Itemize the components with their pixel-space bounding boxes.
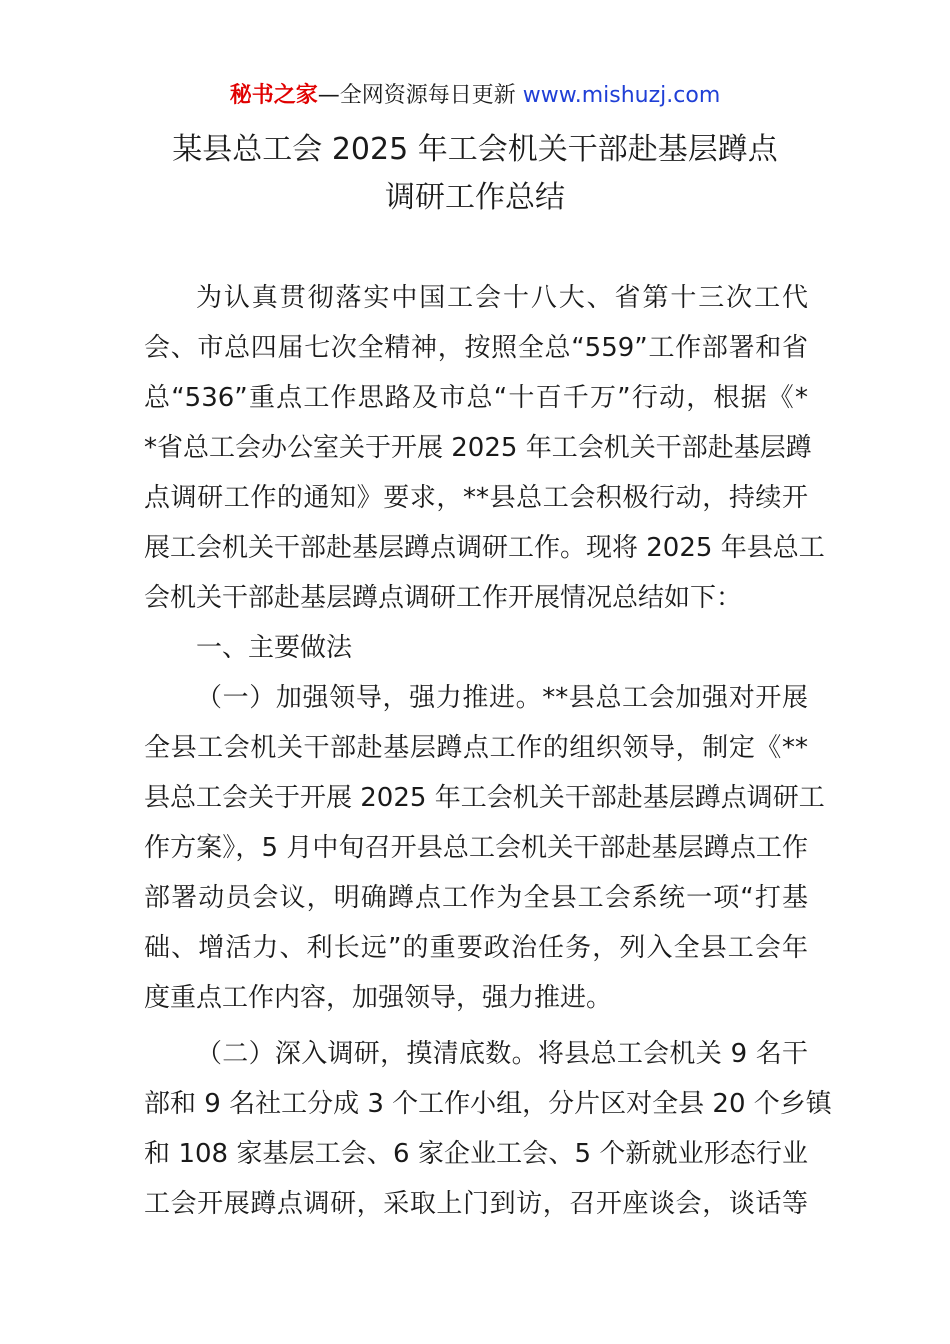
- document-body: [144, 273, 832, 1229]
- site-brand: 秘书之家: [229, 83, 318, 108]
- title-line-1: 某县总工会 2025 年工会机关干部赴基层蹲点: [172, 132, 778, 167]
- text-line: 部署动员会议，明确蹲点工作为全县工会系统一项“打基: [144, 883, 808, 913]
- text-line: 展工会机关干部赴基层蹲点调研工作。现将 2025 年县总工: [144, 533, 825, 563]
- site-header: [0, 80, 950, 112]
- text-line: 会、市总四届七次全精神，按照全总“559”工作部署和省: [144, 333, 808, 363]
- item-2-paragraph: [144, 1029, 832, 1229]
- title-line-2: 调研工作总结: [385, 180, 565, 215]
- text-line: （二）深入调研，摸清底数。将县总工会机关 9 名干: [196, 1039, 808, 1069]
- text-line: 础、增活力、利长远”的重要政治任务，列入全县工会年: [144, 933, 808, 963]
- text-line: 为认真贯彻落实中国工会十八大、省第十三次工代: [196, 283, 808, 313]
- text-line: 和 108 家基层工会、6 家企业工会、5 个新就业形态行业: [144, 1139, 808, 1169]
- text-line: 工会开展蹲点调研，采取上门到访，召开座谈会，谈话等: [144, 1189, 808, 1219]
- text-line: 县总工会关于开展 2025 年工会机关干部赴基层蹲点调研工: [144, 783, 825, 813]
- text-line: *省总工会办公室关于开展 2025 年工会机关干部赴基层蹲: [144, 433, 812, 463]
- site-slogan: —全网资源每日更新: [317, 83, 516, 108]
- text-line: 作方案》，5 月中旬召开县总工会机关干部赴基层蹲点工作: [144, 833, 808, 863]
- text-line: 全县工会机关干部赴基层蹲点工作的组织领导，制定《**: [144, 733, 808, 763]
- text-line: （一）加强领导，强力推进。**县总工会加强对开展: [196, 683, 808, 713]
- text-line: 会机关干部赴基层蹲点调研工作开展情况总结如下：: [144, 583, 743, 613]
- text-line: 部和 9 名社工分成 3 个工作小组，分片区对全县 20 个乡镇: [144, 1089, 832, 1119]
- item-1-paragraph: [144, 673, 825, 1023]
- intro-paragraph: [144, 273, 825, 623]
- text-line: 总“536”重点工作思路及市总“十百千万”行动，根据《*: [144, 383, 808, 413]
- document-title: [0, 126, 950, 222]
- text-line: 点调研工作的通知》要求，**县总工会积极行动，持续开: [144, 483, 808, 513]
- text-line: 度重点工作内容，加强领导，强力推进。: [144, 983, 613, 1013]
- site-url-link[interactable]: www.mishuzj.com: [522, 83, 721, 108]
- section-heading: 一、主要做法: [196, 633, 353, 663]
